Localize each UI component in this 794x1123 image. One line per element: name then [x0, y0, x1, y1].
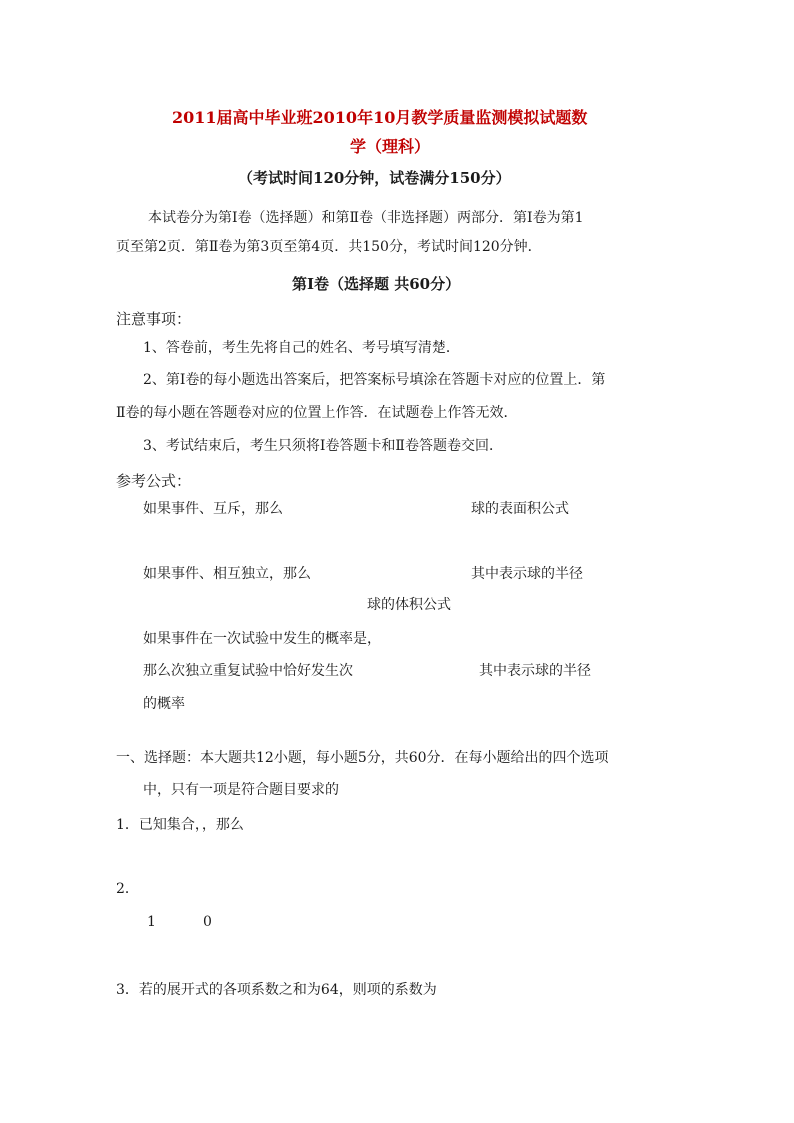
- question-2-option1: 1: [147, 914, 156, 930]
- notes-item3: 3、考试结束后，考生只须将Ⅰ卷答题卡和Ⅱ卷答题卷交回．: [143, 438, 503, 454]
- formula-left1: 如果事件、互斥，那么: [143, 501, 283, 517]
- formulas-heading: 参考公式：: [116, 472, 192, 490]
- notes-heading: 注意事项：: [116, 310, 192, 328]
- question-2-option2: 0: [203, 914, 212, 930]
- notes-item2-line1: 2、第Ⅰ卷的每小题选出答案后，把答案标号填涂在答题卡对应的位置上．第: [143, 372, 606, 388]
- question-2: 2．: [116, 881, 139, 897]
- intro-line2: 页至第2页．第Ⅱ卷为第3页至第4页．共150分，考试时间120分钟．: [116, 239, 542, 255]
- formula-left6: 的概率: [143, 696, 185, 712]
- exam-title-line1: 2011届高中毕业班2010年10月教学质量监测模拟试题数: [172, 108, 588, 127]
- choice-section-line2: 中，只有一项是符合题目要求的: [143, 782, 339, 798]
- formula-center3: 球的体积公式: [367, 597, 451, 613]
- choice-section-line1: 一、选择题：本大题共12小题，每小题5分，共60分．在每小题给出的四个选项: [116, 750, 609, 766]
- notes-item2-line2: Ⅱ卷的每小题在答题卷对应的位置上作答．在试题卷上作答无效．: [116, 405, 518, 421]
- intro-line1: 本试卷分为第Ⅰ卷（选择题）和第Ⅱ卷（非选择题）两部分．第Ⅰ卷为第1: [148, 210, 584, 226]
- section1-title: 第Ⅰ卷（选择题 共60分）: [292, 275, 461, 293]
- notes-item1: 1、答卷前，考生先将自己的姓名、考号填写清楚．: [143, 340, 460, 356]
- exam-subtitle: （考试时间120分钟，试卷满分150分）: [238, 169, 511, 187]
- formula-right2: 其中表示球的半径: [471, 566, 583, 582]
- formula-right1: 球的表面积公式: [471, 501, 569, 517]
- formula-left2: 如果事件、相互独立，那么: [143, 566, 311, 582]
- formula-left4: 如果事件在一次试验中发生的概率是，: [143, 631, 381, 647]
- formula-left5: 那么次独立重复试验中恰好发生次: [143, 663, 353, 679]
- exam-title-line2: 学（理科）: [350, 137, 431, 156]
- question-3: 3．若的展开式的各项系数之和为64，则项的系数为: [116, 982, 437, 998]
- question-1: 1．已知集合，，那么: [116, 817, 244, 833]
- formula-right5: 其中表示球的半径: [479, 663, 591, 679]
